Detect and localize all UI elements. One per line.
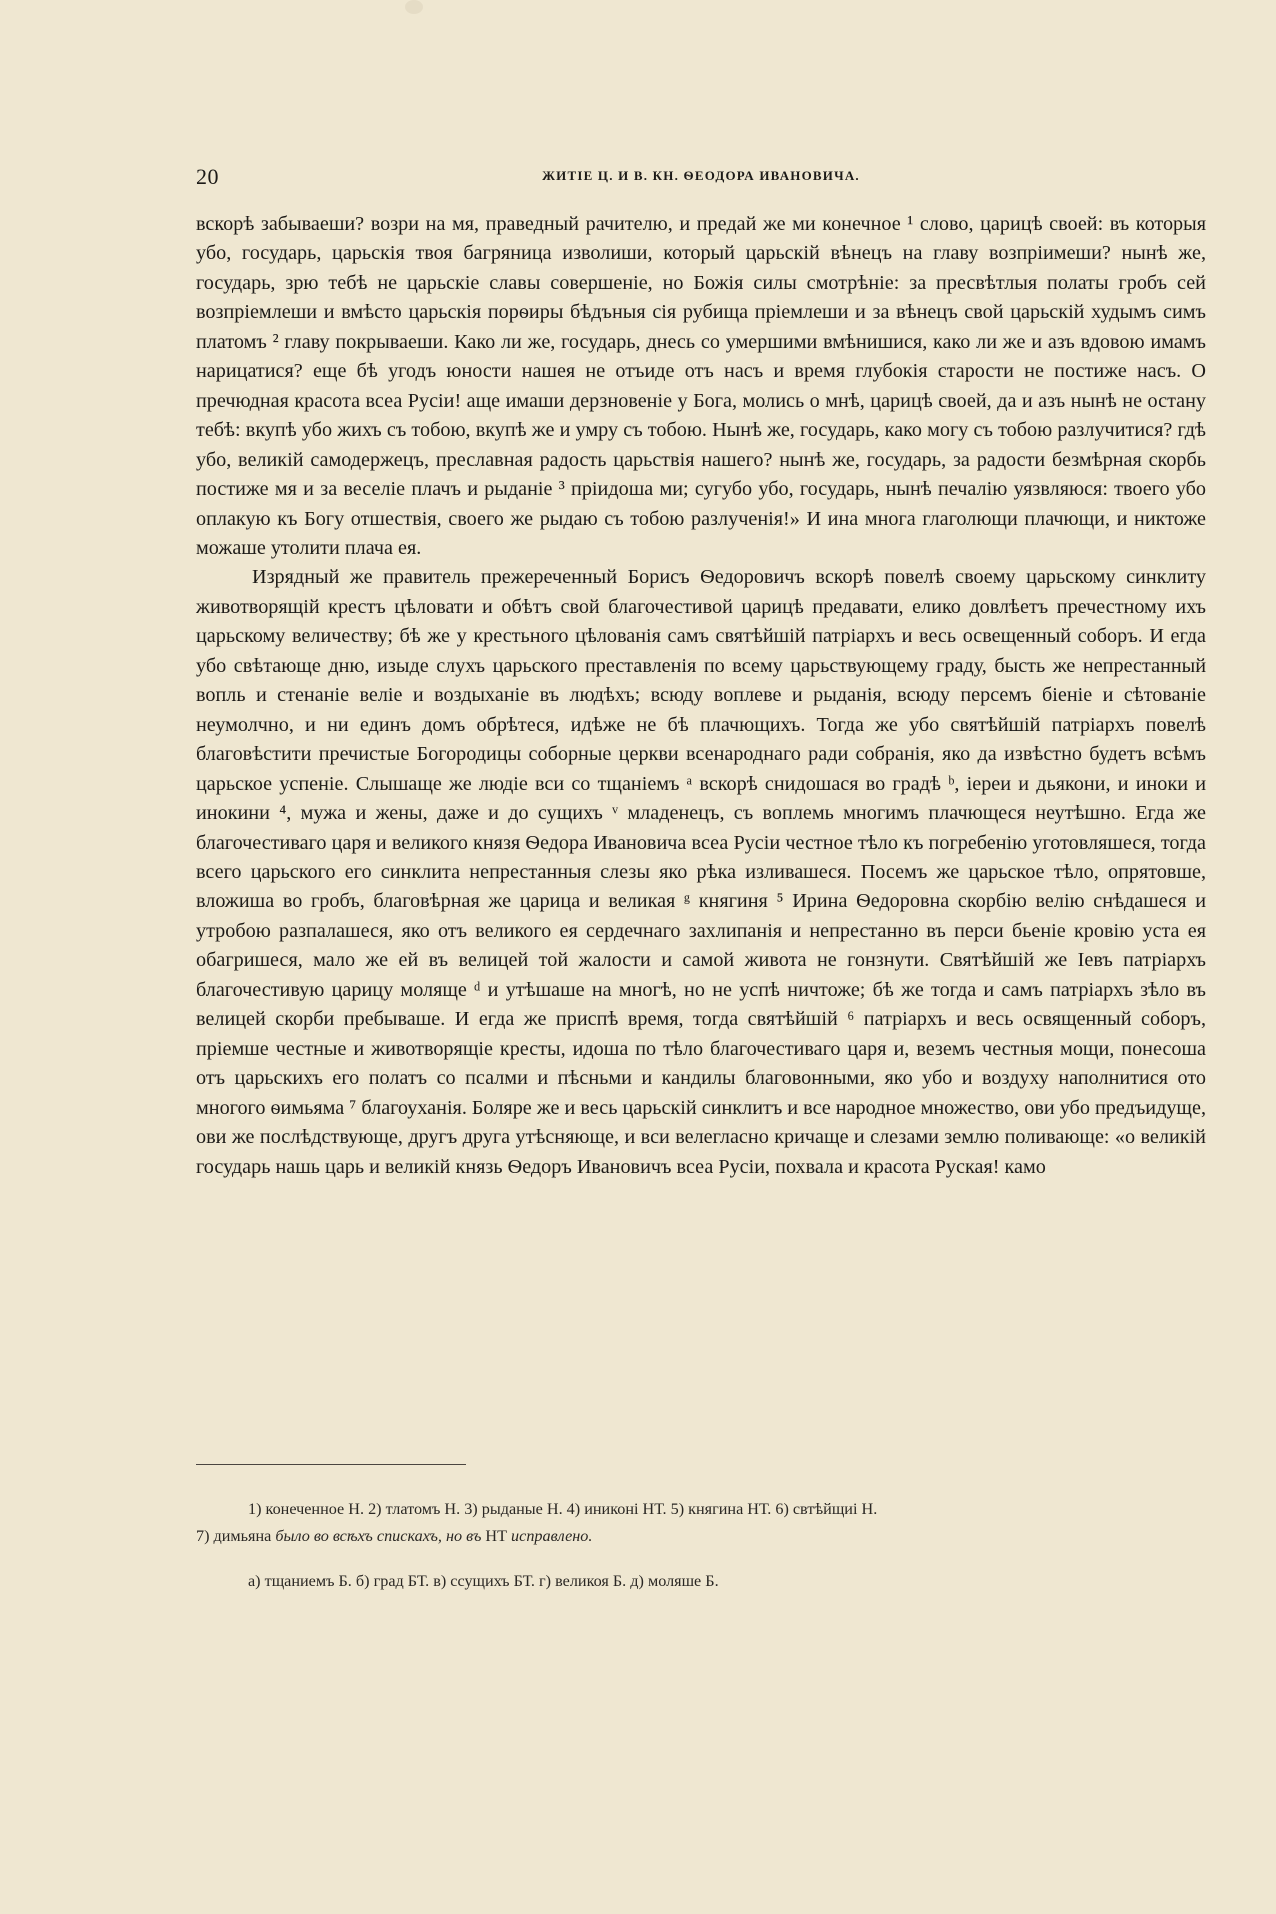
page-header — [196, 160, 1206, 190]
footnote-italic: исправлено. — [511, 1527, 593, 1545]
footnote-text: 7) димьяна — [196, 1527, 276, 1545]
variant-readings: а) тщаниемъ Б. б) град БТ. в) ссущихъ БТ. г) великоя Б. д) моляше Б. — [248, 1572, 719, 1590]
page-number: 20 — [196, 164, 219, 189]
paper-stain — [405, 0, 423, 14]
footnote-italic: было во всѣхъ спискахъ, но въ — [275, 1527, 482, 1545]
main-text — [196, 210, 1206, 1182]
paragraph: вскорѣ забываеши? возри на мя, праведный рачителю, и предай же ми конечное ¹ слово, царицѣ своей: въ которыя убо, государь, царьскія твоя багряница изволиши, который царьскій вѣнецъ на главу возпріимеши? нынѣ же, государь, зрю тебѣ не царьскіе славы совершеніе, но Божія силы смотрѣніе: за пресвѣтлыя полаты гробъ сей возпріемлеши и вмѣсто царьскія порѳиры бѣдъныя сія рубища пріемлеши и за вѣнецъ свой царьскій худымъ симъ платомъ ² главу покрываеши. Како ли же, государь, днесь со умершими вмѣнишися, како ли же и азъ вдовою имамъ нарицатися? еще бѣ угодъ юности нашея не отъиде отъ насъ и время глубокія старости не постиже насъ. О пречюдная красота всеа Русіи! аще имаши дерзновеніе у Бога, молись о мнѣ, царицѣ своей, да и азъ нынѣ не остану тебѣ: вкупѣ убо жихъ съ тобою, вкупѣ же и умру съ тобою. Нынѣ же, государь, како могу съ тобою разлучитися? гдѣ убо, великій самодержецъ, преславная радость царьствія нашего? нынѣ же, государь, за радости безмѣрная скорбь постиже мя и за веселіе плачъ и рыданіе ³ пріидоша ми; сугубо убо, государь, нынѣ печалію уязвляюся: твоего убо оплакую къ Богу отшествія, своего же рыдаю съ тобою разлученія!» И ина многа глаголющи плачющи, и никтоже можаше утолити плача ея. — [196, 213, 1206, 559]
paragraph: Изрядный же правитель прежереченный Борисъ Ѳедоровичъ вскорѣ повелѣ своему царьскому синклиту животворящій крестъ цѣловати и обѣтъ свой благочестивой царицѣ предавати, елико довлѣетъ пречестному ихъ царьскому величеству; бѣ же у крестьного цѣлованія самъ святѣйшій патріархъ и весь освещенный соборъ. И егда убо свѣтающе дню, изыде слухъ царьского преставленія по всему царьствующему граду, бысть же непрестанный вопль и стенаніе веліе и воздыханіе въ людѣхъ; всюду воплеве и рыданія, всюду персемъ біеніе и сѣтованіе неумолчно, и ни единъ домъ обрѣтеся, идѣже не бѣ плачющихъ. Тогда же убо святѣйшій патріархъ повелѣ благовѣстити пречистые Богородицы соборные церкви всенароднаго ради собранія, яко да извѣстно будетъ всѣмъ царьское успеніе. Слышаще же людіе вси со тщаніемъ ᵃ вскорѣ снидошася во градѣ ᵇ, іереи и дьякони, и иноки и инокини ⁴, мужа и жены, даже и до сущихъ ᵛ младенецъ, съ воплемь многимъ плачющеся неутѣшно. Егда же благочестиваго царя и великого князя Ѳедора Ивановича всеа Русіи честное тѣло къ погребенію уготовляшеся, тогда всего царьского его синклита непрестанныя слезы яко рѣка изливашеся. Посемъ же царьское тѣло, опрятовше, вложиша во гробъ, благовѣрная же царица и великая ᵍ княгиня ⁵ Ирина Ѳедоровна скорбію велію снѣдашеся и утробою разпалашеся, яко отъ великого ея сердечнаго захлипанія и непрестанно въ перси бьеніе кровію уста ея обагришеся, мало же ей въ велицей той жалости и самой живота не гонзнути. Святѣйшій же Іевъ патріархъ благочестивую царицу моляще ᵈ и утѣшаше на многѣ, но не успѣ ничтоже; бѣ же тогда и самъ патріархъ зѣло въ велицей скорби пребываше. И егда же приспѣ время, тогда святѣйшій ⁶ патріархъ и весь освященный соборъ, пріемше честные и животворящіе кресты, идоша по тѣло благочестиваго царя и, веземъ честныя мощи, понесоша отъ царьскихъ его полатъ со псалми и пѣсньми и кандилы благовонными, яко убо и воздуху наполнитися ото многого ѳимьяма ⁷ благоуханія. Боляре же и весь царьскій синклитъ и все народное множество, ови убо предъидуще, ови же послѣдствующе, другъ друга утѣсняюще, и вси велегласно кричаще и слезами землю поливающе: «о великій государь нашь царь и великій князь Ѳедоръ Ивановичъ всеа Русіи, похвала и красота Руская! камо — [196, 566, 1206, 1178]
running-title: ЖИТІЕ Ц. И В. КН. ѲЕОДОРА ИВАНОВИЧА. — [542, 168, 860, 183]
footnotes — [196, 1496, 1206, 1595]
footnote-line: 1) конеченное Н. 2) тлатомъ Н. 3) рыданые Н. 4) иниконі НТ. 5) княгина НТ. 6) свтѣйщиі Н. — [248, 1500, 878, 1518]
footnote-divider — [196, 1464, 466, 1465]
footnote-text: НТ — [481, 1527, 512, 1545]
footnote-line — [196, 1523, 1206, 1550]
